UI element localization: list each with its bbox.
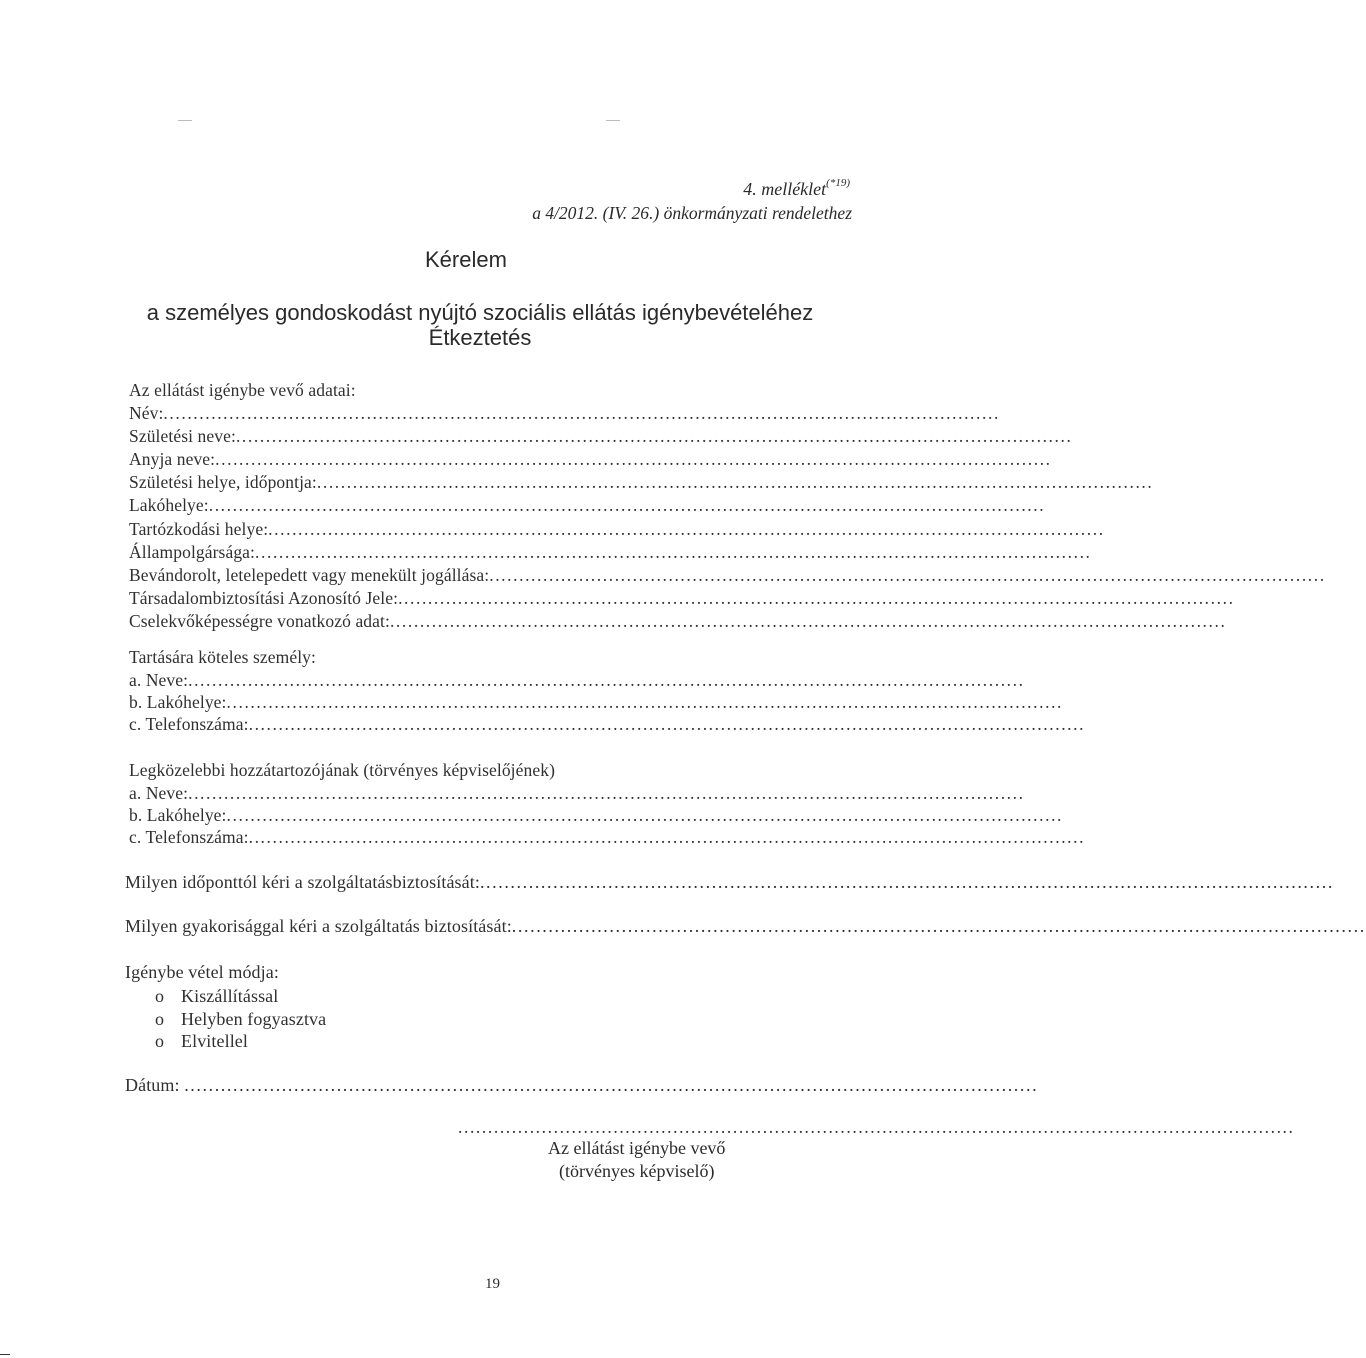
applicant-field-label: Társadalombiztosítási Azonosító Jele: xyxy=(129,587,399,608)
bullet-icon: o xyxy=(155,1008,165,1029)
applicant-field-row xyxy=(129,403,1000,423)
relative-field-input-line[interactable]: ............................................................................................................................................ xyxy=(226,805,1064,825)
applicant-field-label: Tartózkodási helye: xyxy=(129,518,269,539)
date-input-line[interactable]: ............................................................................................................................................ xyxy=(184,1075,1039,1095)
regulation-reference: a 4/2012. (IV. 26.) önkormányzati rendelethez xyxy=(532,203,852,223)
applicant-field-label: Anyja neve: xyxy=(129,449,216,470)
applicant-field-row xyxy=(129,495,1046,516)
annex-superscript: (*19) xyxy=(826,177,850,189)
supporter-field-input-line[interactable]: ............................................................................................................................................ xyxy=(188,670,1025,690)
scan-artifact xyxy=(606,120,620,121)
relative-field-input-line[interactable]: ............................................................................................................................................ xyxy=(248,827,1086,847)
signature-line[interactable] xyxy=(458,1117,1295,1137)
annex-title: 4. melléklet xyxy=(743,179,827,199)
applicant-field-label: Bevándorolt, letelepedett vagy menekült jogállása: xyxy=(129,564,490,585)
start-date-input-line[interactable]: ............................................................................................................................................ xyxy=(479,872,1334,892)
mode-option[interactable] xyxy=(155,1032,248,1050)
relative-field-label: c. Telefonszáma: xyxy=(129,827,249,847)
date-row xyxy=(125,1075,1039,1095)
relative-field-row xyxy=(129,827,1086,847)
applicant-field-label: Születési neve: xyxy=(129,426,236,447)
start-date-label: Milyen időponttól kéri a szolgáltatásbiztosítását: xyxy=(125,872,480,892)
applicant-field-label: Állampolgársága: xyxy=(129,541,256,562)
signature-caption-1: Az ellátást igénybe vevő xyxy=(548,1138,726,1158)
mode-option-label: Helyben fogyasztva xyxy=(181,1008,327,1029)
applicant-field-input-line[interactable]: ............................................................................................................................................ xyxy=(389,610,1227,631)
annex-label xyxy=(743,178,850,198)
frequency-label: Milyen gyakorisággal kéri a szolgáltatás biztosítását: xyxy=(125,916,512,936)
applicant-field-label: Cselekvőképességre vonatkozó adat: xyxy=(129,610,390,631)
applicant-field-input-line[interactable]: ............................................................................................................................................ xyxy=(215,449,1052,470)
bullet-icon: o xyxy=(155,986,165,1006)
applicant-field-input-line[interactable]: ............................................................................................................................................ xyxy=(489,564,1326,585)
relative-field-input-line[interactable]: ............................................................................................................................................ xyxy=(188,783,1025,803)
applicant-field-row xyxy=(129,449,1052,470)
frequency-question xyxy=(125,916,1366,936)
applicant-field-input-line[interactable]: ............................................................................................................................................ xyxy=(316,472,1154,493)
form-subtitle: a személyes gondoskodást nyújtó szociális ellátás igénybevételéhez xyxy=(146,300,814,325)
frequency-input-line[interactable]: ............................................................................................................................................ xyxy=(511,916,1366,936)
form-title: Kérelem xyxy=(425,247,507,272)
relative-field-row xyxy=(129,805,1064,825)
supporter-heading: Tartására köteles személy: xyxy=(129,647,316,667)
applicant-field-row xyxy=(129,518,1105,539)
applicant-field-label: Lakóhelye: xyxy=(129,495,209,516)
scan-artifact xyxy=(0,1354,10,1355)
page-number: 19 xyxy=(485,1276,500,1292)
relative-field-label: a. Neve: xyxy=(129,783,189,803)
applicant-field-input-line[interactable]: ............................................................................................................................................ xyxy=(208,495,1046,516)
start-date-question xyxy=(125,872,1334,892)
scan-artifact xyxy=(178,120,192,121)
signature-caption-2: (törvényes képviselő) xyxy=(559,1161,715,1181)
relative-heading: Legközelebbi hozzátartozójának (törvényes képviselőjének) xyxy=(129,760,555,780)
mode-heading: Igénybe vétel módja: xyxy=(125,962,279,982)
applicant-field-label: Név: xyxy=(129,403,164,423)
applicant-field-row xyxy=(129,472,1154,493)
applicant-field-input-line[interactable]: ............................................................................................................................................ xyxy=(398,587,1235,608)
applicant-field-label: Születési helye, időpontja: xyxy=(129,472,317,493)
mode-option[interactable] xyxy=(155,1010,326,1028)
applicant-heading: Az ellátást igénybe vevő adatai: xyxy=(129,380,356,400)
supporter-field-row xyxy=(129,670,1025,690)
relative-field-row xyxy=(129,783,1025,803)
applicant-field-row xyxy=(129,587,1235,608)
relative-field-label: b. Lakóhelye: xyxy=(129,805,227,825)
applicant-field-input-line[interactable]: ............................................................................................................................................ xyxy=(163,403,1000,423)
applicant-field-input-line[interactable]: ............................................................................................................................................ xyxy=(255,541,1092,562)
supporter-field-row xyxy=(129,714,1086,734)
applicant-field-input-line[interactable]: ............................................................................................................................................ xyxy=(268,518,1105,539)
applicant-field-row xyxy=(129,610,1227,631)
mode-option-label: Kiszállítással xyxy=(181,986,279,1006)
supporter-field-input-line[interactable]: ............................................................................................................................................ xyxy=(248,714,1086,734)
mode-option-label: Elvitellel xyxy=(181,1031,248,1051)
supporter-field-label: c. Telefonszáma: xyxy=(129,714,249,734)
applicant-field-row xyxy=(129,541,1092,562)
supporter-field-input-line[interactable]: ............................................................................................................................................ xyxy=(226,692,1064,712)
bullet-icon: o xyxy=(155,1031,165,1051)
supporter-field-label: a. Neve: xyxy=(129,670,189,690)
applicant-field-row xyxy=(129,564,1326,585)
applicant-field-input-line[interactable]: ............................................................................................................................................ xyxy=(235,426,1073,447)
service-type: Étkeztetés xyxy=(428,325,532,350)
date-label: Dátum: xyxy=(125,1075,180,1095)
applicant-field-row xyxy=(129,426,1073,447)
signature-dots: ............................................................................................................................................ xyxy=(458,1117,1295,1137)
supporter-field-row xyxy=(129,692,1064,712)
mode-option[interactable] xyxy=(155,987,278,1005)
supporter-field-label: b. Lakóhelye: xyxy=(129,692,227,712)
